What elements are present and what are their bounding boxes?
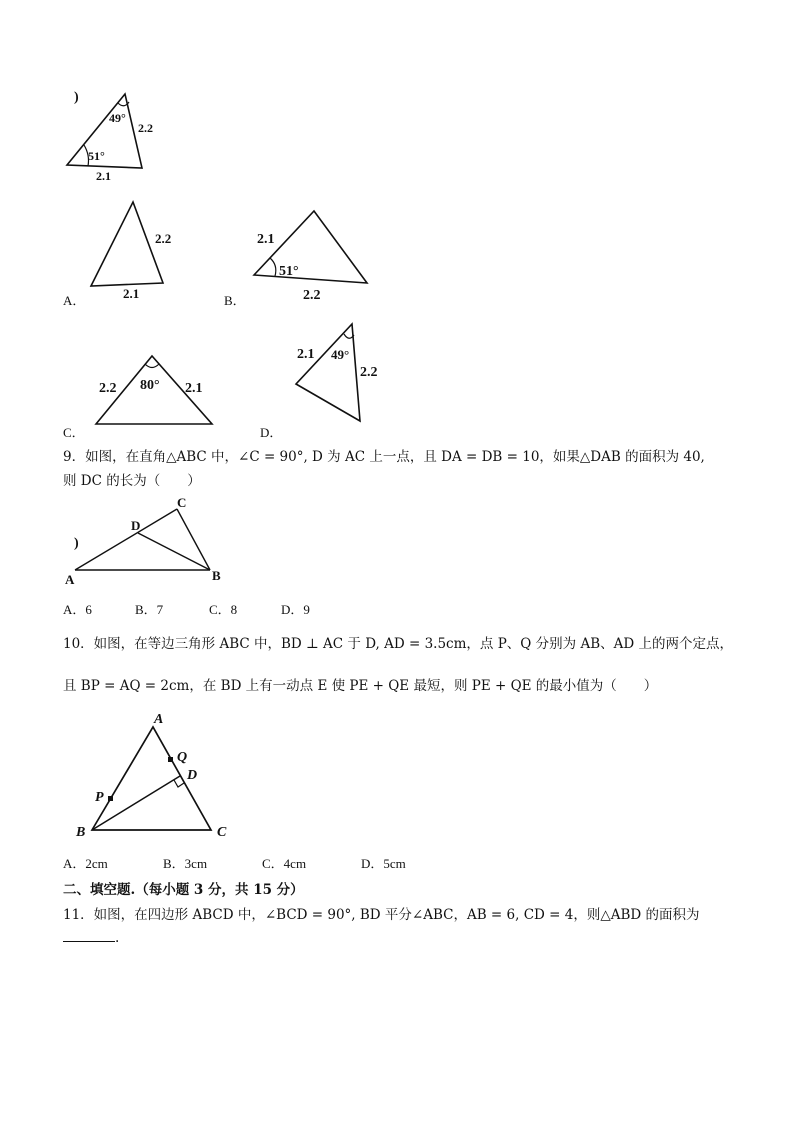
stem-side-bottom: 2.1 [96,169,111,183]
stem-paren: ) [74,90,79,105]
q10-option-b[interactable]: B．3cm [163,856,208,871]
option-b-angle: 51° [279,264,299,279]
q11-line2-end: . [115,930,120,946]
option-c-angle-arc [145,364,159,368]
option-a-side-right: 2.2 [155,231,172,246]
q10-label-b: B [76,825,86,840]
section-2-heading: 二、填空题.（每小题 3 分，共 15 分） [63,882,304,898]
option-c-side-left: 2.2 [99,381,117,396]
q9-label-a: A [65,572,75,587]
q10-text-line2: 且 BP = AQ = 2cm，在 BD 上有一动点 E 使 PE + QE 最短，则 PE + QE 的最小值为（ ） [63,678,658,694]
option-b-letter[interactable]: B． [224,293,246,308]
q9-option-c[interactable]: C．8 [209,602,238,617]
option-b-side-bottom: 2.2 [303,288,321,303]
option-a-side-bottom: 2.1 [123,286,140,301]
stem-angle-top: 49° [109,111,126,125]
q10-label-p: P [95,790,104,805]
q9-text-line1: 9．如图，在直角△ABC 中，∠C = 90°, D 为 AC 上一点，且 DA = DB = 10，如果△DAB 的面积为 40, [63,449,705,465]
q10-figure [70,710,240,845]
q8-option-d-figure [290,318,390,428]
q9-label-b: B [212,568,221,583]
q11-answer-line [63,929,119,946]
q10-label-q: Q [177,750,188,765]
q9-label-c: C [177,495,187,510]
option-d-side-right: 2.2 [360,365,378,380]
q9-segment-ac [75,509,177,570]
q11-text-line1: 11．如图，在四边形 ABCD 中，∠BCD = 90°, BD 平分∠ABC，AB = 6, CD = 4，则△ABD 的面积为 [63,907,700,923]
q10-point-q [168,757,173,762]
stem-angle-left: 51° [88,149,105,163]
option-c-angle: 80° [140,378,160,393]
option-b-side-left: 2.1 [257,232,275,247]
option-a-triangle [91,202,163,286]
q10-option-d[interactable]: D．5cm [361,856,406,871]
q10-option-a[interactable]: A．2cm [63,856,108,871]
option-d-angle: 49° [331,347,350,362]
option-c-side-right: 2.1 [185,381,203,396]
q9-label-d: D [131,518,141,533]
q10-point-p [108,796,113,801]
q10-label-a: A [154,712,164,727]
q8-option-c-figure [90,350,230,430]
q10-label-d: D [187,768,198,783]
q9-option-d[interactable]: D．9 [281,602,310,617]
q9-option-a[interactable]: A．6 [63,602,92,617]
q11-answer-blank[interactable] [63,929,115,942]
q9-figure [60,494,240,594]
q8-option-b-figure [250,205,380,305]
q10-segment-bd [92,776,180,830]
q9-text-line2: 则 DC 的长为（ ） [63,473,201,489]
option-c-letter[interactable]: C． [63,425,85,440]
q9-option-b[interactable]: B．7 [135,602,164,617]
q8-option-a-figure [85,198,195,308]
q8-stem-triangle-figure [60,85,180,185]
option-b-triangle [254,211,367,283]
q10-label-c: C [217,825,227,840]
option-d-side-left: 2.1 [297,347,315,362]
option-b-angle-arc [270,258,276,276]
stem-side-right: 2.2 [138,121,153,135]
q10-option-c[interactable]: C．4cm [262,856,307,871]
option-d-letter[interactable]: D． [260,425,283,440]
q9-paren: ) [74,536,79,551]
option-a-letter[interactable]: A． [63,293,86,308]
q10-text-line1: 10．如图，在等边三角形 ABC 中，BD ⊥ AC 于 D, AD = 3.5cm，点 P、Q 分别为 AB、AD 上的两个定点， [63,636,733,652]
